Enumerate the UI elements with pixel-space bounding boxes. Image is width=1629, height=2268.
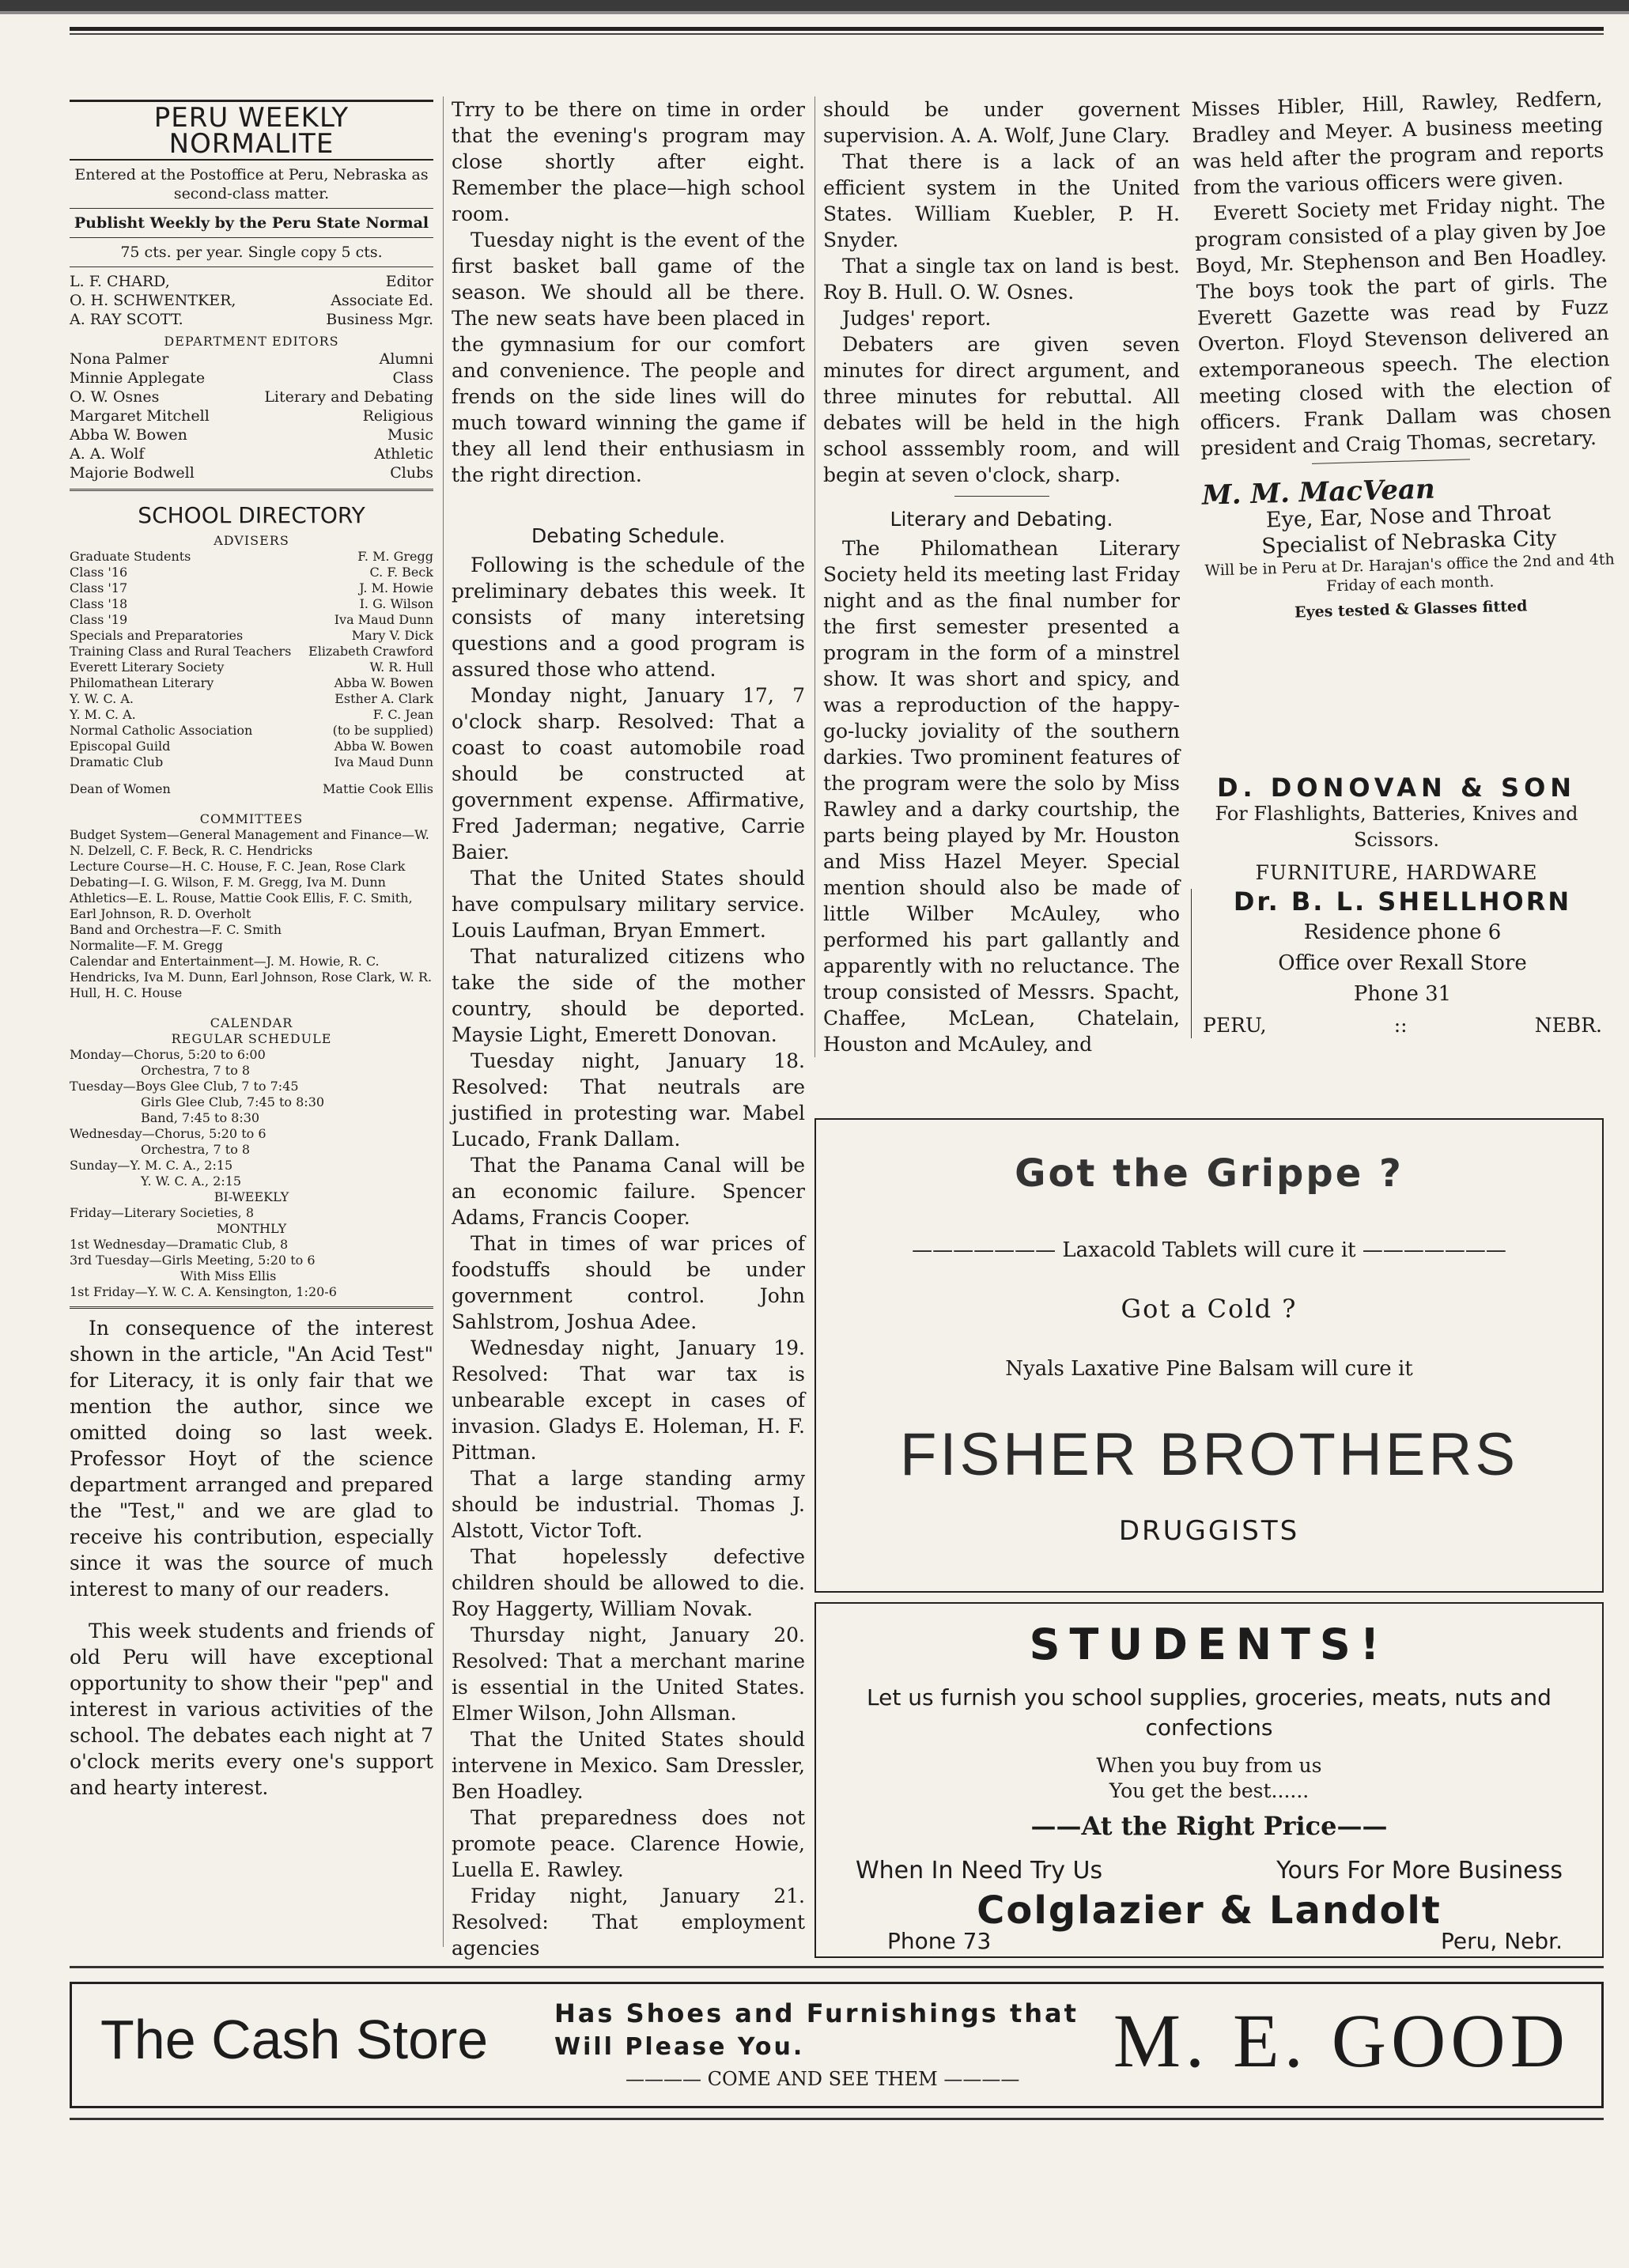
debate-para: That hopelessly defective children should be allowed to die. Roy Haggerty, William Novak. [452, 1545, 805, 1620]
ad-colglazier-landolt [814, 1602, 1604, 1958]
col3-para: That a single tax on land is best. Roy B. Hull. O. W. Osnes. [823, 255, 1180, 304]
ad-colglazier-brand: Colglazier & Landolt [977, 1888, 1442, 1933]
staff-row: A. RAY SCOTT. Business Mgr. [70, 311, 433, 328]
masthead [70, 100, 433, 161]
scan-top-band [0, 0, 1629, 11]
dept-row: Majorie Bodwell Clubs [70, 464, 433, 482]
debating-schedule-heading: Debating Schedule. [531, 524, 726, 547]
ad-students-footer: Phone 73 Peru, Nebr. [887, 1928, 1563, 1954]
staff-list [70, 272, 433, 329]
ad-students-taglines: When In Need Try Us Yours For More Business [856, 1857, 1563, 1884]
ad-cash-store [70, 1982, 1604, 2108]
ad-grippe-title: Got the Grippe ? [1015, 1151, 1404, 1196]
dept-row: Margaret Mitchell Religious [70, 407, 433, 425]
ad-students-line1: Let us furnish you school supplies, groceries, meats, nuts and confections [867, 1684, 1552, 1741]
dean-of-women: Dean of Women Mattie Cook Ellis [70, 781, 433, 796]
dept-editors-heading: DEPARTMENT EDITORS [164, 334, 339, 349]
newspaper-page [70, 27, 1615, 2241]
mcvean-line3: Will be in Peru at Dr. Harajan's office the 2nd and 4th Friday of each month. [1204, 550, 1615, 595]
debate-para: Wednesday night, January 19. Resolved: That war tax is unbearable except in cases of invasion. Gladys E. Holeman, H. F. Pittman. [452, 1336, 805, 1464]
donovan-line2: FURNITURE, HARDWARE [1255, 861, 1538, 884]
col4-para: Everett Society met Friday night. The program consisted of a play given by Joe Boyd, Mr. Stephenson and Ben Hoadley. The boys took the part of girls. The Everett Gazette was read by Fuzz Overton. Floyd Stevenson delivered an extemporaneous speech. The election meeting closed with the election of officers. Frank Dallam was chosen president and Craig Thomas, secretary. [1194, 191, 1612, 460]
column-1 [70, 100, 433, 1801]
debate-para: That in times of war prices of foodstuffs should be under government control. John Sahlstrom, Joshua Adee. [452, 1232, 805, 1333]
para-program: Trry to be there on time in order that the evening's program may close shortly after eight. Remember the place—high school room. [452, 98, 805, 225]
top-rule-thin [70, 33, 1604, 35]
column-3 [814, 96, 1180, 1057]
mcvean-line1: Eye, Ear, Nose and Throat [1265, 500, 1552, 533]
dept-row: Minnie Applegate Class [70, 369, 433, 387]
debate-para: That a large standing army should be industrial. Thomas J. Alstott, Victor Toft. [452, 1467, 805, 1542]
ad-grippe-line1: ——————— Laxacold Tablets will cure it ——————— [912, 1238, 1506, 1262]
masthead-entered: Entered at the Postoffice at Peru, Nebraska as second-class matter. [74, 166, 429, 202]
dept-row: O. W. Osnes Literary and Debating [70, 388, 433, 406]
masthead-title: PERU WEEKLY NORMALITE [153, 102, 350, 160]
article-acid-test: In consequence of the interest shown in the article, "An Acid Test" for Literacy, it is only fair that we mention the author, since we omitted doing so last week. Professor Hoyt of the science department arranged and prepared the "Test," and we are glad to receive his contribution, especially since it was the source of much interest to many of our readers. [70, 1317, 433, 1601]
col3-para: Debaters are given seven minutes for direct argument, and three minutes for rebuttal. All debates will be held in the high school asssembly room, and will begin at seven o'clock, sharp. [823, 333, 1180, 486]
debate-para: That the Panama Canal will be an economic failure. Spencer Adams, Francis Cooper. [452, 1154, 805, 1229]
dept-row: Nona Palmer Alumni [70, 350, 433, 368]
scan-top-band-shadow [0, 11, 1629, 14]
dept-row: Abba W. Bowen Music [70, 426, 433, 444]
calendar-heading: CALENDAR [210, 1015, 293, 1030]
mcvean-line2: Specialist of Nebraska City [1260, 526, 1557, 559]
debate-para: That the United States should intervene in Mexico. Sam Dressler, Ben Hoadley. [452, 1728, 805, 1803]
advisers-heading: ADVISERS [214, 533, 289, 548]
debate-para: That the United States should have compulsary military service. Louis Laufman, Bryan Emmert. [452, 867, 805, 942]
column-4-lower [1191, 770, 1602, 1038]
ad-students-line2: When you buy from us [1096, 1754, 1322, 1777]
staff-row: O. H. SCHWENTKER, Associate Ed. [70, 292, 433, 309]
staff-row: L. F. CHARD, Editor [70, 273, 433, 290]
school-directory-title: SCHOOL DIRECTORY [138, 502, 365, 528]
advisers-list: Graduate Students F. M. Gregg Class '16 C. F. Beck Class '17 J. M. Howie Class '18 I. G. Wilson Class '19 Iva Maud Dunn Specials and Preparatories Mary V. Dick Training Class and Rural Teachers Elizabeth Crawford Everett Literary Society W. R. Hull Philomathean Literary Abba W. Bowen Y. W. C. A. Esther A. Clark Y. M. C. A. F. C. Jean Normal Catholic Association (to be supplied) Episcopal Guild Abba W. Bowen Dramatic Club Iva Maud Dunn [70, 549, 433, 769]
committees-list: Budget System—General Management and Finance—W. N. Delzell, C. F. Beck, R. C. Hendricks Lecture Course—H. C. House, F. C. Jean, Rose Clark Debating—I. G. Wilson, F. M. Gregg, Iva M. Dunn Athletics—E. L. Rouse, Mattie Cook Ellis, F. C. Smith, Earl Johnson, R. D. Overholt Band and Orchestra—F. C. Smith Normalite—F. M. Gregg Calendar and Entertainment—J. M. Howie, R. C. Hendricks, Iva M. Dunn, Earl Johnson, Rose Clark, W. R. Hull, H. C. House [70, 827, 433, 1000]
col4-para: Misses Hibler, Hill, Rawley, Redfern, Bradley and Meyer. A business meeting was held after the program and reports from the various officers were given. [1191, 86, 1604, 199]
para-basketball: Tuesday night is the event of the first basket ball game of the season. We should all be there. The new seats have been placed in the gymnasium for our comfort and convenience. The people and frends on the side lines will do much toward winning the game if they all lend their enthusiasm in the right direction. [452, 229, 805, 486]
shellhorn-line2: Office over Rexall Store [1278, 951, 1527, 975]
literary-debating-heading: Literary and Debating. [890, 508, 1113, 531]
debate-para: That naturalized citizens who take the side of the mother country, should be deported. Maysie Light, Emerett Donovan. [452, 945, 805, 1046]
ad-students-line3: You get the best...... [1109, 1779, 1310, 1802]
ad-druggists: DRUGGISTS [1118, 1515, 1300, 1547]
ad-grippe-line2: Got a Cold ? [1121, 1294, 1298, 1324]
mcvean-name: M. M. MacVean [1201, 473, 1436, 512]
ad-me-good: M. E. GOOD [1113, 1998, 1570, 2083]
debate-para: Friday night, January 21. Resolved: That employment agencies [452, 1884, 805, 1960]
debate-para: Tuesday night, January 18. Resolved: That neutrals are justified in protesting war. Mabel Lucado, Frank Dallam. [452, 1049, 805, 1151]
donovan-line1: For Flashlights, Batteries, Knives and Scissors. [1215, 803, 1578, 851]
masthead-price: 75 cts. per year. Single copy 5 cts. [120, 244, 383, 261]
ad-cash-store-name: The Cash Store [100, 2009, 489, 2070]
mcvean-line4: Eyes tested & Glasses fitted [1294, 597, 1528, 622]
ad-students-line4: ——At the Right Price—— [1030, 1811, 1388, 1841]
ad-cash-line3: ———— COME AND SEE THEM ———— [626, 2068, 1020, 2090]
committees-heading: COMMITTEES [199, 811, 304, 826]
ad-fisher-brand: FISHER BROTHERS [899, 1421, 1519, 1488]
mcvean-ad [1202, 471, 1617, 624]
top-rule [70, 27, 1604, 31]
shellhorn-address: PERU, :: NEBR. [1203, 1014, 1602, 1037]
ad-grippe-line3: Nyals Laxative Pine Balsam will cure it [1005, 1357, 1413, 1381]
ad-cash-line1: Has Shoes and Furnishings that [554, 1998, 1079, 2028]
shellhorn-line1: Residence phone 6 [1303, 920, 1502, 944]
debate-para: That preparedness does not promote peace. Clarence Howie, Luella E. Rawley. [452, 1806, 805, 1881]
ad-cash-line2: Will Please You. [554, 2033, 805, 2061]
column-4 [1191, 85, 1616, 624]
dept-row: A. A. Wolf Athletic [70, 445, 433, 463]
literary-para: The Philomathean Literary Society held its meeting last Friday night and as the final number for the first semester presented a program in the form of a minstrel show. It was short and spicy, and was a reproduction of the happy-go-lucky joviality of the southern darkies. Two prominent features of the program were the solo by Miss Rawley and a darky courtship, the parts being played by Mr. Houston and Miss Hazel Meyer. Special mention should also be made of little Wilber McAuley, who performed his part gallantly and apparently with no reluctance. The troup consisted of Messrs. Spacht, Chaffee, McLean, Chatelain, Houston and McAuley, and [823, 537, 1180, 1056]
column-2 [443, 96, 805, 1960]
masthead-publisher: Publisht Weekly by the Peru State Normal [74, 214, 429, 232]
ad-fisher-brothers [814, 1118, 1604, 1593]
donovan-name: D. DONOVAN & SON [1216, 773, 1577, 803]
ad-students-title: STUDENTS! [1029, 1620, 1389, 1669]
article-activities: This week students and friends of old Peru will have exceptional opportunity to show their "pep" and interest in various activities of the school. The debates each night at 7 o'clock merits every one's support and hearty interest. [70, 1620, 433, 1799]
debate-para: Following is the schedule of the preliminary debates this week. It consists of many interetsing questions and a good program is assured those who attend. [452, 554, 805, 681]
debate-para: Monday night, January 17, 7 o'clock sharp. Resolved: That a coast to coast automobile road should be constructed at government expense. Affirmative, Fred Jaderman; negative, Carrie Baier. [452, 684, 805, 864]
dept-editors-list [70, 350, 433, 482]
debate-para: Thursday night, January 20. Resolved: That a merchant marine is essential in the United States. Elmer Wilson, John Allsman. [452, 1624, 805, 1725]
col3-para: Judges' report. [842, 307, 992, 330]
col3-para: should be under governent supervision. A. A. Wolf, June Clary. [823, 98, 1180, 147]
schedule-list: Monday—Chorus, 5:20 to 6:00 Orchestra, 7 to 8 Tuesday—Boys Glee Club, 7 to 7:45 Girls Glee Club, 7:45 to 8:30 Band, 7:45 to 8:30 Wednesday—Chorus, 5:20 to 6 Orchestra, 7 to 8 Sunday—Y. M. C. A., 2:15 Y. W. C. A., 2:15 BI-WEEKLY Friday—Literary Societies, 8 MONTHLY 1st Wednesday—Dramatic Club, 8 3rd Tuesday—Girls Meeting, 5:20 to 6 With Miss Ellis 1st Friday—Y. W. C. A. Kensington, 1:20-6 [70, 1047, 337, 1299]
shellhorn-line3: Phone 31 [1353, 982, 1452, 1006]
shellhorn-name: Dr. B. L. SHELLHORN [1233, 886, 1572, 917]
regular-schedule-heading: REGULAR SCHEDULE [171, 1031, 332, 1046]
col3-para: That there is a lack of an efficient system in the United States. William Kuebler, P. H. Snyder. [823, 150, 1180, 251]
